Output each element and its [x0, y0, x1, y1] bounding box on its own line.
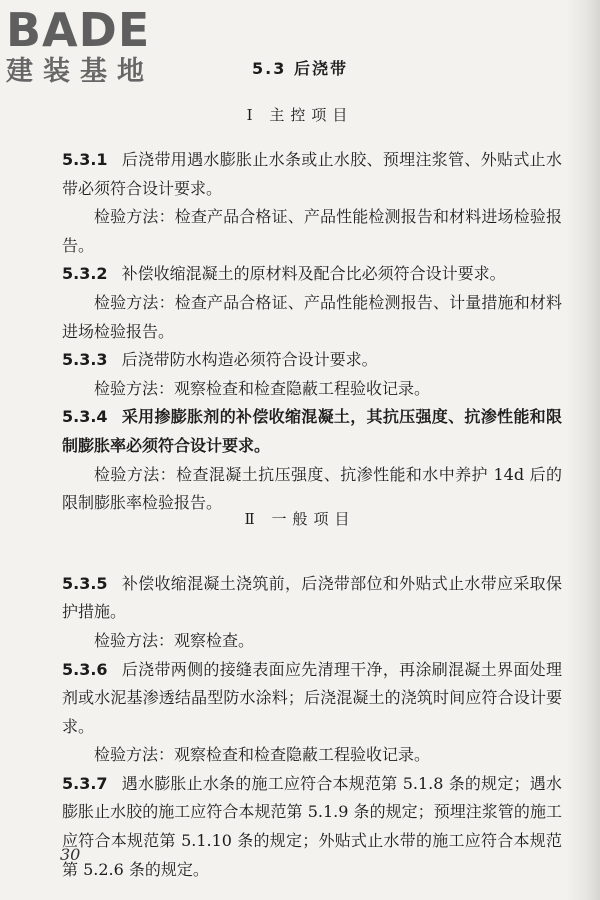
inspection-method: 检验方法：观察检查和检查隐蔽工程验收记录。	[94, 378, 431, 398]
clause-5-3-2: 5.3.2 补偿收缩混凝土的原材料及配合比必须符合设计要求。	[62, 264, 506, 284]
logo-wordmark: BADE	[6, 3, 151, 57]
clause-5-3-1: 5.3.1 后浇带用遇水膨胀止水条或止水胶、预埋注浆管、外贴式止水带必须符合设计要求。	[62, 150, 562, 198]
clause-5-3-5: 5.3.5 补偿收缩混凝土浇筑前，后浇带部位和外贴式止水带应采取保护措施。	[62, 573, 562, 622]
section-title: 5.3 后浇带	[252, 59, 348, 78]
general-items-heading: Ⅱ 一般项目	[244, 510, 356, 528]
inspection-method: 检验方法：检查产品合格证、产品性能检测报告和材料进场检验报告。	[62, 207, 562, 255]
inspection-method: 检验方法：观察检查和检查隐蔽工程验收记录。	[94, 745, 431, 765]
inspection-method: 检验方法：检查混凝土抗压强度、抗渗性能和水中养护 14d 后的限制膨胀率检验报告。	[62, 464, 562, 513]
page-edge-shadow	[566, 0, 600, 900]
logo-subtitle: 建装基地	[6, 56, 154, 87]
page-number: 30	[60, 845, 81, 864]
clause-5-3-7: 5.3.7 遇水膨胀止水条的施工应符合本规范第 5.1.8 条的规定；遇水膨胀止水胶的施工应符合本规范第 5.1.9 条的规定；预埋注浆管的施工应符合本规范第 5.1.10 条的规定；外贴式止水带的施工应符合本规范第 5.2.6 条的规定。	[62, 773, 562, 879]
clause-5-3-3: 5.3.3 后浇带防水构造必须符合设计要求。	[62, 350, 378, 370]
clause-5-3-6: 5.3.6 后浇带两侧的接缝表面应先清理干净，再涂刷混凝土界面处理剂或水泥基渗透结晶型防水涂料；后浇混凝土的浇筑时间应符合设计要求。	[62, 659, 562, 736]
main-control-heading: Ⅰ 主控项目	[246, 106, 354, 124]
inspection-method: 检验方法：观察检查。	[94, 630, 255, 650]
inspection-method: 检验方法：检查产品合格证、产品性能检测报告、计量措施和材料进场检验报告。	[62, 292, 562, 341]
clause-5-3-4: 5.3.4 采用掺膨胀剂的补偿收缩混凝土，其抗压强度、抗渗性能和限制膨胀率必须符合设计要求。	[62, 407, 562, 455]
